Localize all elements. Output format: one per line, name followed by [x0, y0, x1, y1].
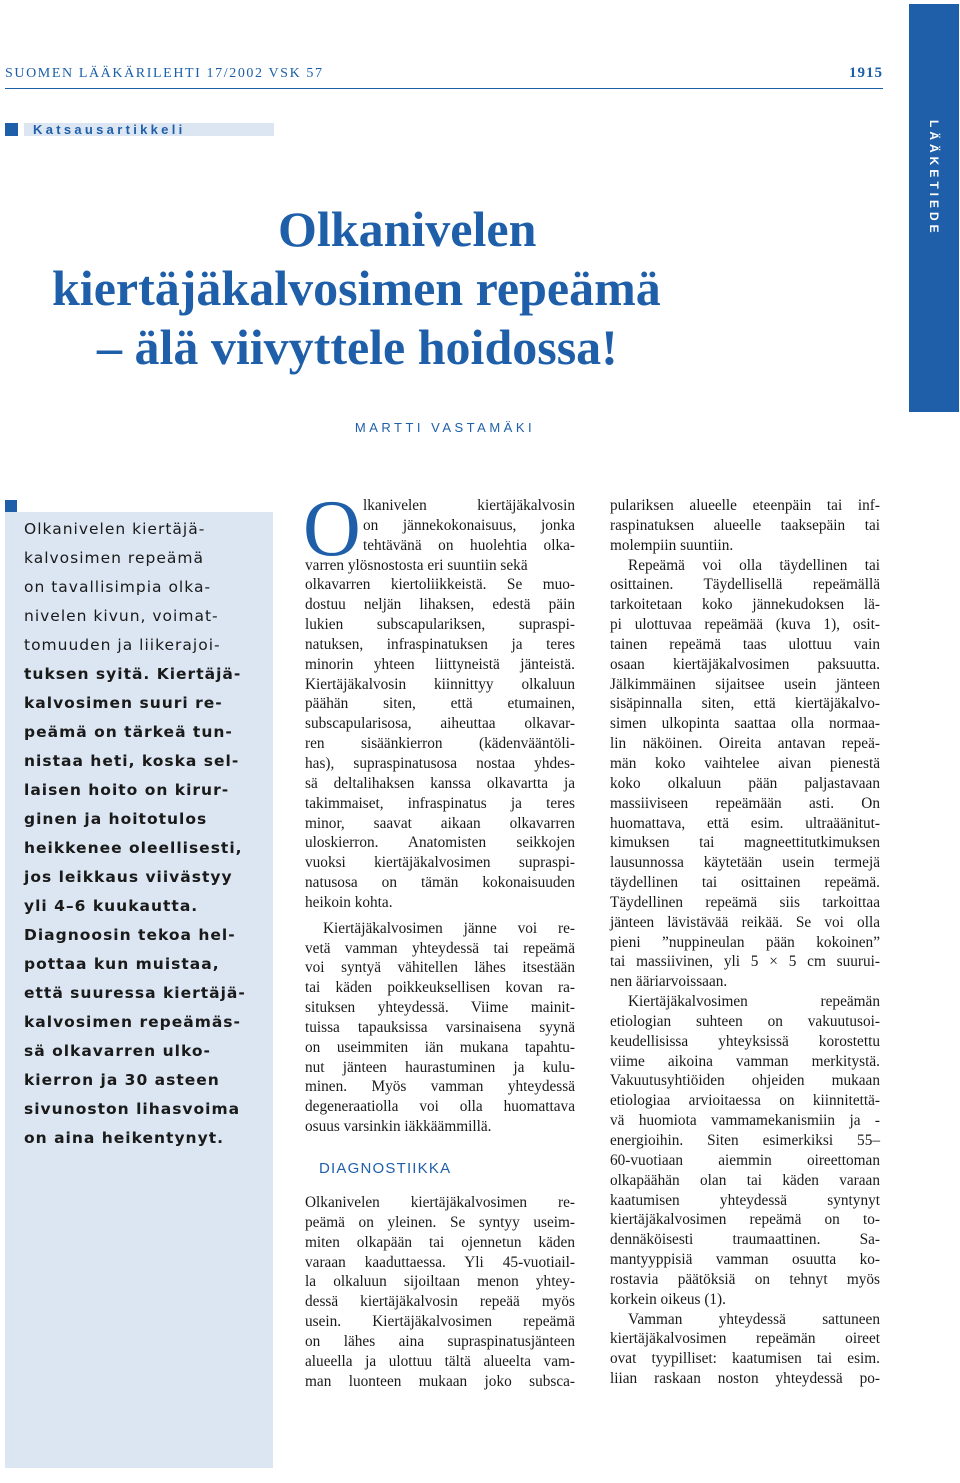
- text-line: osittainen. Täydellisellä repeämällä: [610, 576, 880, 594]
- body-column-2: [303, 485, 575, 1391]
- text-line: Kiertäjäkalvosimen repeämän: [628, 993, 880, 1011]
- text-line: rostavia päätöksiä on tehnyt myös: [610, 1270, 880, 1288]
- text-line: uloskierron. Anatomisten seikkojen: [305, 834, 575, 852]
- section-marker-square: [5, 123, 18, 136]
- text-line: ren sisäänkierron (kädenvääntöli-: [305, 735, 575, 753]
- text-line: molempiin suuntiin.: [610, 536, 734, 554]
- abstract-line: sivunoston lihasvoima: [24, 1100, 241, 1118]
- text-line: osaan kiertäjäkalvosimen paksuutta.: [610, 655, 880, 673]
- text-line: lukien subscapulariksen, supraspi-: [305, 616, 575, 634]
- section-heading: DIAGNOSTIIKKA: [319, 1160, 452, 1177]
- text-line: jänteen lävistävää reikää. Se voi olla: [610, 913, 880, 931]
- text-line: takimmaiset, infraspinatus ja teres: [305, 794, 575, 812]
- text-line: lkanivelen kiertäjäkalvosin: [363, 497, 575, 514]
- text-line: keudellisissa yhteyksissä korostettu: [610, 1032, 880, 1050]
- abstract-line: tomuuden ja liikerajoi-: [24, 636, 221, 654]
- text-line: etiologian suhteen on vakuutusoi-: [610, 1012, 880, 1030]
- text-line: Jälkimmäinen sijaitsee usein jänteen: [610, 675, 880, 693]
- text-line: liian raskaan noston yhteydessä po-: [610, 1370, 880, 1388]
- abstract-line: tuksen syitä. Kiertäjä-: [24, 665, 242, 683]
- text-line: tai käden poikkeuksellisen kovan ra-: [305, 979, 575, 997]
- text-line: usein. Kiertäjäkalvosimen repeämä: [305, 1313, 575, 1331]
- text-line: kiertäjäkalvosimen repeämä on to-: [610, 1211, 880, 1229]
- text-line: degeneraatiolla voi olla huomattava: [305, 1098, 575, 1116]
- text-line: natuksen, infraspinatuksen ja teres: [305, 635, 575, 653]
- abstract-line: yli 4–6 kuukautta.: [24, 897, 199, 915]
- abstract-line: että suuressa kiertäjä-: [24, 984, 246, 1002]
- abstract-line: kalvosimen suuri re-: [24, 694, 223, 712]
- abstract-line: peämä on tärkeä tun-: [24, 723, 233, 741]
- abstract-line: kierron ja 30 asteen: [24, 1071, 220, 1089]
- text-line: la olkaluun sijoiltaan menon yhtey-: [305, 1273, 575, 1291]
- side-tab-label-wrap: [916, 120, 952, 260]
- text-line: minen. Myös vamman yhteydessä: [305, 1078, 575, 1096]
- abstract-line: on tavallisimpia olka-: [24, 578, 212, 596]
- text-line: viime aikoina vamman merkitystä.: [610, 1052, 880, 1070]
- running-header: [5, 66, 883, 84]
- abstract-line: jos leikkaus viivästyy: [24, 868, 233, 886]
- page-number: 1915: [849, 65, 883, 81]
- text-line: dennäköisesti traumaattinen. Sa-: [610, 1231, 880, 1249]
- text-line: voi syntyä vähitellen lähes itsestään: [305, 959, 575, 977]
- side-tab-label: LÄÄKETIEDE: [927, 120, 941, 237]
- abstract-line: kalvosimen repeämäs-: [24, 1013, 241, 1031]
- text-line: lin näköinen. Oireita antavan repeä-: [610, 735, 880, 753]
- text-line: pieni ”nuppineulan pään kokoinen”: [610, 933, 880, 951]
- text-line: lausunnossa käytetään usein termejä: [610, 854, 880, 872]
- text-line: koko olkaluun pään paljastavaan: [610, 774, 880, 792]
- title-line-1: Olkanivelen: [278, 201, 537, 257]
- text-line: täydellinen tai osittainen repeämä.: [610, 874, 880, 892]
- text-line: Kiertäjäkalvosimen jänne voi re-: [323, 919, 575, 937]
- text-line: mantyyppisiä vamman osuutta ko-: [610, 1251, 880, 1269]
- abstract-line: nivelen kivun, voimat-: [24, 607, 219, 625]
- text-line: has), supraspinatusosa nostaa yhdes-: [305, 754, 575, 772]
- text-line: Täydellinen repeämä siis tarkoittaa: [610, 893, 880, 911]
- text-line: dessä kiertäjäkalvosin repeää myös: [305, 1293, 575, 1311]
- abstract-line: kalvosimen repeämä: [24, 549, 204, 567]
- text-line: on lähes aina supraspinatusjänteen: [305, 1332, 575, 1350]
- text-line: kiertäjäkalvosimen repeämän oireet: [610, 1330, 880, 1348]
- text-line: osuus varsinkin iäkkäämmillä.: [305, 1118, 492, 1136]
- text-line: kimuksen tai magneettitutkimuksen: [610, 834, 880, 852]
- text-line: miten olkapään tai ojennetun käden: [305, 1233, 575, 1251]
- abstract-bold-tail: Kiertäjä-: [150, 665, 242, 683]
- text-line: natusosa on tämän kokonaisuuden: [305, 874, 575, 892]
- abstract-line: pottaa kun muistaa,: [24, 955, 220, 973]
- text-line: sisäpinnalla siten, että kiertäjäkalvo-: [610, 695, 880, 713]
- text-line: vetä vamman yhteydessä tai repeämä: [305, 939, 575, 957]
- text-line: sä deltalihaksen kanssa olkavartta ja: [305, 774, 575, 792]
- text-line: kaatumisen yhteydessä syntynyt: [610, 1191, 880, 1209]
- text-line: päähän siten, että etumainen,: [305, 695, 575, 713]
- text-line: olkavarren kiertoliikkeistä. Se muo-: [305, 576, 575, 594]
- title-line-2: kiertäjäkalvosimen repeämä: [52, 260, 661, 316]
- text-line: pulariksen alueelle eteenpäin tai inf-: [610, 497, 880, 514]
- abstract-line: on aina heikentynyt.: [24, 1129, 224, 1147]
- text-line: korkein oikeus (1).: [610, 1290, 726, 1308]
- text-line: tehtävänä on huolehtia olka-: [363, 536, 575, 554]
- title-line-3: – älä viivyttele hoidossa!: [97, 319, 618, 375]
- text-line: dostuu neljän lihaksen, edestä päin: [305, 596, 575, 614]
- text-line: Olkanivelen kiertäjäkalvosimen re-: [305, 1194, 575, 1211]
- abstract-line: Olkanivelen kiertäjä-: [24, 520, 206, 538]
- section-label: Katsausartikkeli: [33, 122, 186, 137]
- author-name: MARTTI VASTAMÄKI: [354, 420, 536, 435]
- text-line: man luonteen mukaan joko subsca-: [305, 1372, 575, 1390]
- abstract-line: sä olkavarren ulko-: [24, 1042, 211, 1060]
- text-line: peämä on yleinen. Se syntyy useim-: [305, 1213, 575, 1231]
- header-rule: [5, 88, 883, 89]
- abstract-line: nistaa heti, koska sel-: [24, 752, 240, 770]
- text-line: vä huomiota vammamekanismiin ja -: [610, 1112, 880, 1130]
- text-line: ovat tyypilliset: kaatumisen tai esim.: [610, 1350, 880, 1368]
- text-line: minorin yhteen liittyneistä jänteistä.: [305, 655, 575, 673]
- text-line: varaan kaaduttaessa. Yli 45-vuotiail-: [305, 1253, 575, 1271]
- text-line: nut jänteen haurastuminen ja kulu-: [305, 1058, 575, 1076]
- text-line: heikoin kohta.: [305, 893, 393, 911]
- text-line: on jännekokonaisuus, jonka: [363, 516, 575, 534]
- text-line: 60-vuotiaan aiemmin oireettoman: [610, 1151, 880, 1169]
- text-line: pi ulottuvaa repeämää (kuva 1), osit-: [610, 616, 880, 634]
- text-line: Vakuutusyhtiöiden ohjeiden mukaan: [610, 1072, 880, 1090]
- text-line: etiologiaa arvioitaessa on kiinnitettä-: [610, 1092, 880, 1110]
- text-line: simen ulkopinta saattaa olla normaa-: [610, 715, 880, 733]
- abstract-line: heikkenee oleellisesti,: [24, 839, 243, 857]
- text-line: tainen repeämä taas ulottuu vain: [610, 635, 880, 653]
- text-line: nen ääriarvoissaan.: [610, 973, 728, 991]
- abstract-line: laisen hoito on kirur-: [24, 781, 230, 799]
- text-line: alueella ja ulottuu tältä alueelta vam-: [305, 1352, 575, 1370]
- text-line: Kiertäjäkalvosin kiinnittyy olkaluun: [305, 675, 575, 693]
- text-line: raspinatuksen alueelle taaksepäin tai: [610, 516, 880, 534]
- text-line: on useimmiten iän mukana tapahtu-: [305, 1038, 575, 1056]
- text-line: vuoksi kiertäjäkalvosimen supraspi-: [305, 854, 575, 872]
- journal-name: SUOMEN LÄÄKÄRILEHTI 17/2002 VSK 57: [5, 66, 324, 81]
- text-line: massiiviseen repeämään asti. On: [610, 794, 880, 812]
- text-line: tarkoitetaan koko jännekudoksen lä-: [610, 596, 880, 614]
- article-title: [0, 200, 900, 377]
- text-line: minor, saavat aikaan olkavarren: [305, 814, 575, 832]
- text-line: olkapäähän olan tai käden varaan: [610, 1171, 880, 1189]
- abstract-text: [24, 515, 266, 1153]
- text-line: Repeämä voi olla täydellinen tai: [628, 556, 880, 574]
- body-column-3: [610, 496, 880, 1389]
- abstract-line: Diagnoosin tekoa hel-: [24, 926, 236, 944]
- text-line: Vamman yhteydessä sattuneen: [628, 1310, 880, 1328]
- text-line: subscapularisosa, aiheuttaa olkavar-: [305, 715, 575, 733]
- text-line: tai massiivinen, yli 5 × 5 cm suurui-: [610, 953, 880, 971]
- abstract-marker-square: [5, 500, 17, 512]
- drop-cap: O: [303, 485, 361, 573]
- text-line: män koko vaihtelee aivan pienestä: [610, 754, 880, 772]
- text-line: huomattava, että esim. ultraäänitut-: [610, 814, 880, 832]
- text-line: varren ylösnostosta eri suuntiin sekä: [305, 556, 528, 574]
- text-line: situksen yhteydessä. Viime mainit-: [305, 999, 575, 1017]
- abstract-line: ginen ja hoitotulos: [24, 810, 208, 828]
- text-line: energioihin. Siten esimerkiksi 55–: [610, 1132, 880, 1149]
- text-line: tuissa tapauksissa varsinaisena syynä: [305, 1018, 575, 1036]
